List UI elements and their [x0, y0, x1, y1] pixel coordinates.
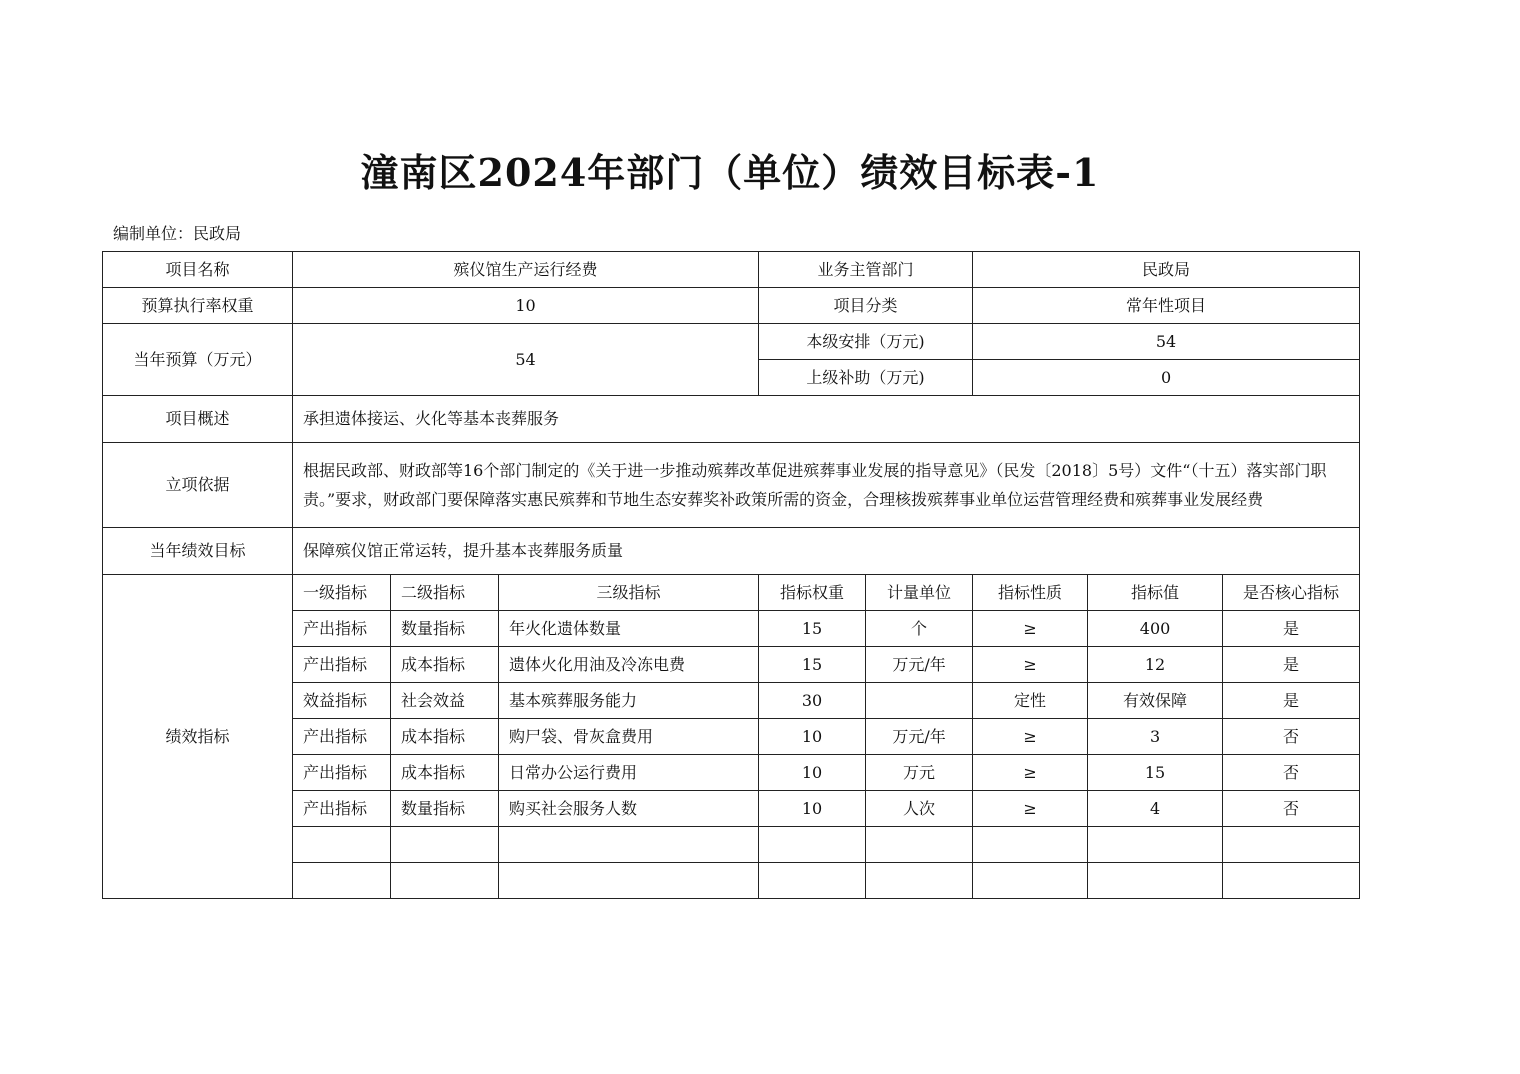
indicator-cell: 成本指标 [391, 647, 499, 683]
indicator-cell: 4 [1088, 791, 1223, 827]
indicator-cell: 12 [1088, 647, 1223, 683]
indicator-cell: 数量指标 [391, 791, 499, 827]
indicator-cell: 基本殡葬服务能力 [499, 683, 759, 719]
indicator-cell: 15 [759, 611, 866, 647]
dept-value: 民政局 [973, 252, 1360, 288]
indicator-cell: 万元 [866, 755, 973, 791]
indicator-cell: 产出指标 [293, 755, 391, 791]
empty-cell [759, 827, 866, 863]
indicator-header: 二级指标 [391, 575, 499, 611]
empty-cell [866, 863, 973, 899]
empty-cell [1088, 863, 1223, 899]
category-label: 项目分类 [759, 288, 973, 324]
indicator-cell: 30 [759, 683, 866, 719]
indicator-cell: 效益指标 [293, 683, 391, 719]
budget-label: 当年预算（万元） [103, 324, 293, 396]
indicator-cell: 10 [759, 719, 866, 755]
indicator-cell: 人次 [866, 791, 973, 827]
indicator-cell: 否 [1223, 719, 1360, 755]
table-row [103, 528, 1360, 575]
indicator-cell: ≥ [973, 611, 1088, 647]
indicator-cell: 产出指标 [293, 719, 391, 755]
indicator-cell: 社会效益 [391, 683, 499, 719]
indicator-cell: ≥ [973, 791, 1088, 827]
performance-target-table [102, 251, 1360, 899]
indicator-cell: 有效保障 [1088, 683, 1223, 719]
table-row [103, 288, 1360, 324]
upper-value: 0 [973, 360, 1360, 396]
dept-label: 业务主管部门 [759, 252, 973, 288]
table-row [103, 324, 1360, 360]
indicator-cell: ≥ [973, 755, 1088, 791]
empty-cell [499, 827, 759, 863]
empty-cell [1088, 827, 1223, 863]
table-row [103, 252, 1360, 288]
compiling-unit: 编制单位：民政局 [113, 224, 242, 243]
indicator-cell [866, 683, 973, 719]
indicator-header: 一级指标 [293, 575, 391, 611]
indicator-header: 计量单位 [866, 575, 973, 611]
overview-label: 项目概述 [103, 396, 293, 443]
weight-label: 预算执行率权重 [103, 288, 293, 324]
indicator-cell: 个 [866, 611, 973, 647]
indicator-cell: 万元/年 [866, 719, 973, 755]
indicator-cell: 万元/年 [866, 647, 973, 683]
empty-cell [499, 863, 759, 899]
indicator-header: 指标值 [1088, 575, 1223, 611]
indicator-cell: 遗体火化用油及冷冻电费 [499, 647, 759, 683]
indicator-header: 指标权重 [759, 575, 866, 611]
empty-cell [1223, 827, 1360, 863]
indicator-cell: 年火化遗体数量 [499, 611, 759, 647]
empty-cell [391, 863, 499, 899]
indicator-cell: ≥ [973, 647, 1088, 683]
project-name-label: 项目名称 [103, 252, 293, 288]
indicator-cell: 购尸袋、骨灰盒费用 [499, 719, 759, 755]
indicator-cell: 购买社会服务人数 [499, 791, 759, 827]
indicator-cell: 日常办公运行费用 [499, 755, 759, 791]
indicator-cell: 是 [1223, 611, 1360, 647]
budget-value: 54 [293, 324, 759, 396]
project-name-value: 殡仪馆生产运行经费 [293, 252, 759, 288]
empty-cell [973, 827, 1088, 863]
table-row [103, 443, 1360, 528]
goal-value: 保障殡仪馆正常运转，提升基本丧葬服务质量 [293, 528, 1360, 575]
indicator-cell: 成本指标 [391, 719, 499, 755]
empty-cell [293, 863, 391, 899]
page-title: 潼南区2024年部门（单位）绩效目标表-1 [360, 150, 1100, 195]
category-value: 常年性项目 [973, 288, 1360, 324]
indicator-cell: 否 [1223, 791, 1360, 827]
indicator-cell: 400 [1088, 611, 1223, 647]
indicators-label: 绩效指标 [103, 575, 293, 899]
indicator-cell: 产出指标 [293, 611, 391, 647]
indicator-cell: 15 [759, 647, 866, 683]
indicator-cell: 3 [1088, 719, 1223, 755]
basis-value: 根据民政部、财政部等16个部门制定的《关于进一步推动殡葬改革促进殡葬事业发展的指导意见》（民发〔2018〕5号）文件“（十五）落实部门职责。”要求，财政部门要保障落实惠民殡葬和节地生态安葬奖补政策所需的资金，合理核拨殡葬事业单位运营管理经费和殡葬事业发展经费 [293, 443, 1360, 528]
indicator-cell: ≥ [973, 719, 1088, 755]
indicator-header-row [103, 575, 1360, 611]
upper-label: 上级补助（万元) [759, 360, 973, 396]
indicator-header: 指标性质 [973, 575, 1088, 611]
indicator-cell: 是 [1223, 647, 1360, 683]
goal-label: 当年绩效目标 [103, 528, 293, 575]
indicator-cell: 15 [1088, 755, 1223, 791]
empty-cell [391, 827, 499, 863]
indicator-cell: 数量指标 [391, 611, 499, 647]
empty-cell [293, 827, 391, 863]
local-label: 本级安排（万元) [759, 324, 973, 360]
indicator-cell: 是 [1223, 683, 1360, 719]
indicator-header: 三级指标 [499, 575, 759, 611]
empty-cell [759, 863, 866, 899]
indicator-cell: 产出指标 [293, 647, 391, 683]
indicator-cell: 否 [1223, 755, 1360, 791]
indicator-cell: 成本指标 [391, 755, 499, 791]
indicator-cell: 定性 [973, 683, 1088, 719]
empty-cell [866, 827, 973, 863]
basis-label: 立项依据 [103, 443, 293, 528]
weight-value: 10 [293, 288, 759, 324]
local-value: 54 [973, 324, 1360, 360]
table-row [103, 396, 1360, 443]
indicator-cell: 产出指标 [293, 791, 391, 827]
overview-value: 承担遗体接运、火化等基本丧葬服务 [293, 396, 1360, 443]
indicator-cell: 10 [759, 791, 866, 827]
empty-cell [1223, 863, 1360, 899]
indicator-cell: 10 [759, 755, 866, 791]
indicator-header: 是否核心指标 [1223, 575, 1360, 611]
empty-cell [973, 863, 1088, 899]
